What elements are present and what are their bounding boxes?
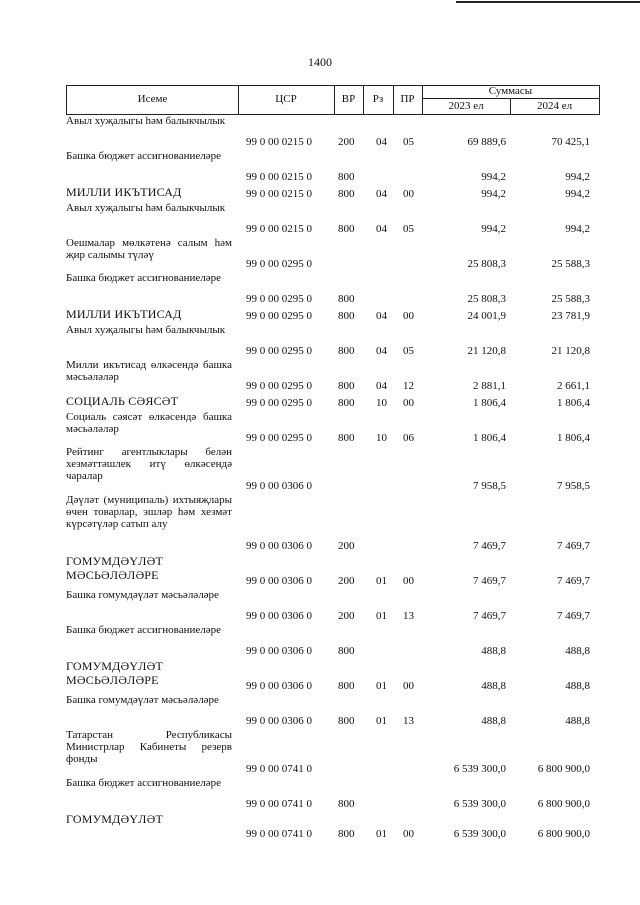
row-sum-2023: 6 539 300,0 bbox=[453, 763, 506, 775]
header-year-2023: 2023 ел bbox=[448, 100, 484, 112]
row-csr: 99 0 00 0295 0 bbox=[246, 310, 312, 322]
table-row bbox=[66, 235, 598, 270]
row-rz: 04 bbox=[376, 345, 387, 357]
table-row bbox=[66, 727, 598, 775]
row-vr: 800 bbox=[338, 715, 355, 727]
row-sum-2023: 21 120,8 bbox=[467, 345, 506, 357]
row-csr: 99 0 00 0215 0 bbox=[246, 171, 312, 183]
row-vr: 200 bbox=[338, 136, 355, 148]
row-vr: 800 bbox=[338, 645, 355, 657]
row-sum-2024: 21 120,8 bbox=[551, 345, 590, 357]
row-vr: 800 bbox=[338, 828, 355, 840]
row-name: Авыл хуҗалыгы һәм балыкчылык bbox=[66, 324, 226, 336]
row-pr: 00 bbox=[403, 680, 414, 692]
row-name: Татарстан Республикасы Министрлар Кабинеты резерв фонды bbox=[66, 729, 232, 765]
row-csr: 99 0 00 0215 0 bbox=[246, 188, 312, 200]
row-sum-2024: 488,8 bbox=[565, 715, 590, 727]
row-csr: 99 0 00 0741 0 bbox=[246, 763, 312, 775]
row-rz: 10 bbox=[376, 397, 387, 409]
table-row bbox=[66, 444, 598, 492]
row-sum-2023: 994,2 bbox=[481, 171, 506, 183]
row-name: ГОМУМДӘҮЛӘТ МӘСЬӘЛӘЛӘРЕ bbox=[66, 554, 163, 582]
row-pr: 06 bbox=[403, 432, 414, 444]
header-csr: ЦСР bbox=[275, 93, 297, 105]
header-sums: Суммасы bbox=[488, 85, 533, 97]
table-row bbox=[66, 183, 598, 200]
row-sum-2024: 23 781,9 bbox=[551, 310, 590, 322]
table-row bbox=[66, 622, 598, 657]
row-name: Дәүләт (муниципаль) ихтыяҗлары өчен товарлар, эшләр һәм хезмәт күрсәтүләр сатып алу bbox=[66, 494, 232, 530]
header-pr: ПР bbox=[400, 93, 415, 105]
row-csr: 99 0 00 0306 0 bbox=[246, 480, 312, 492]
row-vr: 800 bbox=[338, 310, 355, 322]
row-csr: 99 0 00 0741 0 bbox=[246, 828, 312, 840]
row-pr: 00 bbox=[403, 310, 414, 322]
row-name: Башка гомумдәүләт мәсьәләләре bbox=[66, 694, 219, 706]
table-row bbox=[66, 305, 598, 322]
row-vr: 800 bbox=[338, 798, 355, 810]
row-vr: 200 bbox=[338, 610, 355, 622]
row-name: Рейтинг агентлыклары белән хезмәттәшлек итү өлкәсендә чаралар bbox=[66, 446, 232, 482]
row-sum-2024: 25 588,3 bbox=[551, 258, 590, 270]
row-sum-2024: 6 800 900,0 bbox=[537, 763, 590, 775]
row-name: Оешмалар мөлкәтенә салым һәм җир салымы түләү bbox=[66, 237, 232, 261]
row-rz: 04 bbox=[376, 188, 387, 200]
row-sum-2023: 2 881,1 bbox=[473, 380, 506, 392]
row-sum-2024: 994,2 bbox=[565, 188, 590, 200]
header-name: Исеме bbox=[137, 93, 168, 105]
row-csr: 99 0 00 0306 0 bbox=[246, 715, 312, 727]
row-name: МИЛЛИ ИКЪТИСАД bbox=[66, 307, 182, 321]
row-name: Башка гомумдәүләт мәсьәләләре bbox=[66, 589, 219, 601]
row-sum-2023: 488,8 bbox=[481, 715, 506, 727]
row-sum-2023: 488,8 bbox=[481, 645, 506, 657]
row-sum-2024: 994,2 bbox=[565, 223, 590, 235]
row-name: ГОМУМДӘҮЛӘТ bbox=[66, 812, 163, 826]
row-sum-2023: 7 469,7 bbox=[473, 610, 506, 622]
row-pr: 00 bbox=[403, 188, 414, 200]
row-pr: 12 bbox=[403, 380, 414, 392]
row-csr: 99 0 00 0306 0 bbox=[246, 645, 312, 657]
table-row bbox=[66, 409, 598, 444]
row-sum-2024: 7 469,7 bbox=[557, 610, 590, 622]
row-vr: 200 bbox=[338, 540, 355, 552]
row-sum-2023: 6 539 300,0 bbox=[453, 828, 506, 840]
row-rz: 04 bbox=[376, 223, 387, 235]
row-sum-2023: 25 808,3 bbox=[467, 293, 506, 305]
row-csr: 99 0 00 0295 0 bbox=[246, 293, 312, 305]
page-number: 1400 bbox=[308, 55, 332, 69]
row-sum-2023: 24 001,9 bbox=[467, 310, 506, 322]
row-name: СОЦИАЛЬ СӘЯСӘТ bbox=[66, 394, 179, 408]
top-rule bbox=[456, 1, 640, 3]
row-csr: 99 0 00 0295 0 bbox=[246, 258, 312, 270]
row-rz: 01 bbox=[376, 680, 387, 692]
table-row bbox=[66, 775, 598, 810]
row-sum-2024: 2 661,1 bbox=[557, 380, 590, 392]
row-csr: 99 0 00 0295 0 bbox=[246, 345, 312, 357]
row-pr: 13 bbox=[403, 715, 414, 727]
row-sum-2024: 1 806,4 bbox=[557, 397, 590, 409]
row-name: Башка бюджет ассигнованиеләре bbox=[66, 777, 221, 789]
row-sum-2024: 994,2 bbox=[565, 171, 590, 183]
row-sum-2024: 488,8 bbox=[565, 645, 590, 657]
row-csr: 99 0 00 0295 0 bbox=[246, 432, 312, 444]
row-sum-2024: 488,8 bbox=[565, 680, 590, 692]
row-sum-2023: 7 958,5 bbox=[473, 480, 506, 492]
row-sum-2023: 6 539 300,0 bbox=[453, 798, 506, 810]
row-rz: 04 bbox=[376, 380, 387, 392]
table-row bbox=[66, 552, 598, 587]
row-sum-2023: 1 806,4 bbox=[473, 432, 506, 444]
table-row bbox=[66, 113, 598, 148]
row-vr: 800 bbox=[338, 397, 355, 409]
row-sum-2023: 994,2 bbox=[481, 188, 506, 200]
row-pr: 00 bbox=[403, 828, 414, 840]
table-row bbox=[66, 692, 598, 727]
row-pr: 00 bbox=[403, 397, 414, 409]
table-row bbox=[66, 270, 598, 305]
row-vr: 800 bbox=[338, 223, 355, 235]
row-sum-2024: 25 588,3 bbox=[551, 293, 590, 305]
row-rz: 10 bbox=[376, 432, 387, 444]
row-vr: 800 bbox=[338, 432, 355, 444]
row-sum-2024: 6 800 900,0 bbox=[537, 798, 590, 810]
row-pr: 00 bbox=[403, 575, 414, 587]
row-sum-2024: 70 425,1 bbox=[551, 136, 590, 148]
row-vr: 800 bbox=[338, 293, 355, 305]
table-row bbox=[66, 357, 598, 392]
row-name: Башка бюджет ассигнованиеләре bbox=[66, 150, 221, 162]
row-sum-2024: 7 469,7 bbox=[557, 540, 590, 552]
row-vr: 800 bbox=[338, 345, 355, 357]
row-name: Башка бюджет ассигнованиеләре bbox=[66, 624, 221, 636]
header-vr: ВР bbox=[341, 93, 356, 105]
row-sum-2023: 7 469,7 bbox=[473, 540, 506, 552]
row-rz: 04 bbox=[376, 136, 387, 148]
row-sum-2023: 488,8 bbox=[481, 680, 506, 692]
row-sum-2023: 994,2 bbox=[481, 223, 506, 235]
row-sum-2024: 1 806,4 bbox=[557, 432, 590, 444]
row-rz: 01 bbox=[376, 575, 387, 587]
row-vr: 800 bbox=[338, 188, 355, 200]
row-rz: 01 bbox=[376, 828, 387, 840]
table-row bbox=[66, 810, 598, 840]
row-name: Башка бюджет ассигнованиеләре bbox=[66, 272, 221, 284]
row-sum-2023: 1 806,4 bbox=[473, 397, 506, 409]
row-name: МИЛЛИ ИКЪТИСАД bbox=[66, 185, 182, 199]
row-csr: 99 0 00 0295 0 bbox=[246, 397, 312, 409]
row-pr: 05 bbox=[403, 136, 414, 148]
row-csr: 99 0 00 0295 0 bbox=[246, 380, 312, 392]
table-header bbox=[66, 85, 600, 115]
row-csr: 99 0 00 0306 0 bbox=[246, 540, 312, 552]
table-row bbox=[66, 148, 598, 183]
header-rz: Рз bbox=[372, 93, 384, 105]
table-body bbox=[66, 113, 598, 840]
header-year-2024: 2024 ел bbox=[536, 100, 573, 112]
row-csr: 99 0 00 0215 0 bbox=[246, 136, 312, 148]
row-sum-2024: 7 958,5 bbox=[557, 480, 590, 492]
row-vr: 800 bbox=[338, 680, 355, 692]
row-sum-2023: 69 889,6 bbox=[467, 136, 506, 148]
table-row bbox=[66, 200, 598, 235]
row-pr: 05 bbox=[403, 345, 414, 357]
table-row bbox=[66, 392, 598, 409]
row-rz: 01 bbox=[376, 610, 387, 622]
row-csr: 99 0 00 0306 0 bbox=[246, 610, 312, 622]
row-csr: 99 0 00 0306 0 bbox=[246, 575, 312, 587]
table-row bbox=[66, 657, 598, 692]
row-name: ГОМУМДӘҮЛӘТ МӘСЬӘЛӘЛӘРЕ bbox=[66, 659, 163, 687]
row-name: Авыл хуҗалыгы һәм балыкчылык bbox=[66, 202, 226, 214]
row-sum-2024: 7 469,7 bbox=[557, 575, 590, 587]
row-sum-2024: 6 800 900,0 bbox=[537, 828, 590, 840]
row-csr: 99 0 00 0741 0 bbox=[246, 798, 312, 810]
row-pr: 05 bbox=[403, 223, 414, 235]
row-sum-2023: 25 808,3 bbox=[467, 258, 506, 270]
header-subdivider bbox=[422, 98, 599, 99]
row-vr: 200 bbox=[338, 575, 355, 587]
row-name: Социаль сәясәт өлкәсендә башка мәсьәләләр bbox=[66, 411, 232, 435]
row-vr: 800 bbox=[338, 380, 355, 392]
table-row bbox=[66, 587, 598, 622]
row-sum-2023: 7 469,7 bbox=[473, 575, 506, 587]
table-row bbox=[66, 322, 598, 357]
row-csr: 99 0 00 0306 0 bbox=[246, 680, 312, 692]
row-rz: 04 bbox=[376, 310, 387, 322]
row-name: Авыл хуҗалыгы һәм балыкчылык bbox=[66, 115, 226, 127]
row-pr: 13 bbox=[403, 610, 414, 622]
row-vr: 800 bbox=[338, 171, 355, 183]
row-name: Милли икътисад өлкәсендә башка мәсьәләләр bbox=[66, 359, 232, 383]
row-rz: 01 bbox=[376, 715, 387, 727]
table-row bbox=[66, 492, 598, 552]
row-csr: 99 0 00 0215 0 bbox=[246, 223, 312, 235]
